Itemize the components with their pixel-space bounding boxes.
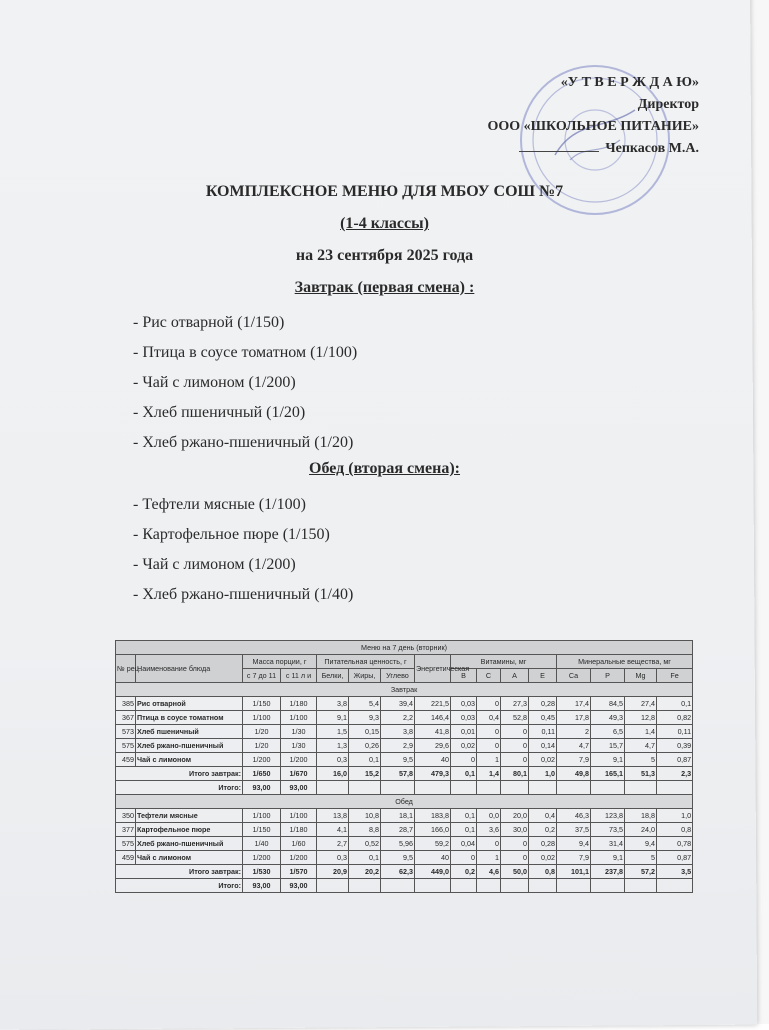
- table-cell: 24,0: [625, 823, 657, 837]
- table-cell: 0: [477, 837, 501, 851]
- table-cell: 0,03: [451, 697, 477, 711]
- header-vit-a: A: [501, 669, 529, 683]
- itogo-cell: 93,00: [281, 781, 317, 795]
- section-lunch: Обед: [116, 795, 693, 809]
- table-cell: 0,02: [451, 739, 477, 753]
- breakfast-list: [133, 308, 357, 458]
- table-cell: 0,02: [529, 851, 557, 865]
- table-cell: 0,1: [657, 697, 693, 711]
- table-cell: 0: [477, 725, 501, 739]
- table-cell: 0,87: [657, 851, 693, 865]
- table-cell: 1/100: [281, 809, 317, 823]
- table-cell: 0,01: [451, 725, 477, 739]
- grades-subtitle: (1-4 классы): [340, 215, 429, 232]
- total-cell: 3,5: [657, 865, 693, 879]
- table-cell: 4,7: [625, 739, 657, 753]
- header-vit-b: B: [451, 669, 477, 683]
- total-cell: 51,3: [625, 767, 657, 781]
- table-row: [116, 711, 693, 725]
- header-name: Наименование блюда: [136, 655, 243, 683]
- empty-cell: [625, 879, 657, 893]
- header-vitamins: Витамины, мг: [451, 655, 557, 669]
- table-cell: 1,5: [317, 725, 349, 739]
- dish-name-cell: Чай с лимоном: [136, 851, 243, 865]
- total-cell: 1,4: [477, 767, 501, 781]
- table-cell: 385: [116, 697, 136, 711]
- total-cell: 0,1: [451, 767, 477, 781]
- document-title: КОМПЛЕКСНОЕ МЕНЮ ДЛЯ МБОУ СОШ №7: [205, 183, 564, 200]
- empty-cell: [657, 781, 693, 795]
- empty-cell: [381, 879, 415, 893]
- table-row: [116, 739, 693, 753]
- list-item: - Птица в соусе томатном (1/100): [133, 344, 358, 361]
- itogo-cell: 93,00: [243, 879, 281, 893]
- empty-cell: [657, 879, 693, 893]
- table-cell: 166,0: [415, 823, 451, 837]
- table-cell: 37,5: [557, 823, 591, 837]
- header-vit-c: C: [477, 669, 501, 683]
- list-item: - Чай с лимоном (1/200): [133, 556, 296, 573]
- table-cell: 1/200: [243, 753, 281, 767]
- total-cell: 1/530: [243, 865, 281, 879]
- table-cell: 39,4: [381, 697, 415, 711]
- table-row: [116, 837, 693, 851]
- table-cell: 9,3: [349, 711, 381, 725]
- table-cell: 27,4: [625, 697, 657, 711]
- table-cell: 575: [116, 837, 136, 851]
- dish-name-cell: Рис отварной: [136, 697, 243, 711]
- menu-table: [115, 640, 693, 893]
- header-carbs: Углево: [381, 669, 415, 683]
- table-cell: 1/150: [243, 823, 281, 837]
- total-cell: 2,3: [657, 767, 693, 781]
- total-cell: 49,8: [557, 767, 591, 781]
- table-cell: 9,1: [591, 851, 625, 865]
- list-item: - Чай с лимоном (1/200): [133, 374, 296, 391]
- table-cell: 1,4: [625, 725, 657, 739]
- dish-name-cell: Хлеб пшеничный: [136, 725, 243, 739]
- approval-line-2: Директор: [637, 97, 699, 112]
- list-item: - Рис отварной (1/150): [133, 314, 285, 331]
- total-cell: 479,3: [415, 767, 451, 781]
- table-cell: 3,8: [317, 697, 349, 711]
- signature-line: [519, 141, 599, 152]
- table-cell: 146,4: [415, 711, 451, 725]
- dish-name-cell: Хлеб ржано-пшеничный: [136, 739, 243, 753]
- table-cell: 0,78: [657, 837, 693, 851]
- table-cell: 0,2: [529, 823, 557, 837]
- table-cell: 0,02: [529, 753, 557, 767]
- table-cell: 0,28: [529, 697, 557, 711]
- table-cell: 1: [477, 753, 501, 767]
- table-cell: 18,1: [381, 809, 415, 823]
- header-vit-e: E: [529, 669, 557, 683]
- header-mass-2: с 11 л и: [281, 669, 317, 683]
- table-cell: 2,2: [381, 711, 415, 725]
- table-cell: 350: [116, 809, 136, 823]
- dish-name-cell: Птица в соусе томатном: [136, 711, 243, 725]
- breakfast-rows: [116, 697, 693, 767]
- total-cell: 20,9: [317, 865, 349, 879]
- approval-line-4: Чепкасов М.А.: [605, 141, 699, 156]
- dish-name-cell: Картофельное пюре: [136, 823, 243, 837]
- empty-cell: [477, 879, 501, 893]
- table-cell: 1/180: [281, 823, 317, 837]
- header-mass-1: с 7 до 11: [243, 669, 281, 683]
- total-label-cell: Итого завтрак:: [116, 767, 243, 781]
- table-cell: 0,82: [657, 711, 693, 725]
- table-cell: 0,14: [529, 739, 557, 753]
- header-fats: Жиры,: [349, 669, 381, 683]
- approval-line-1: «У Т В Е Р Ж Д А Ю»: [560, 75, 699, 90]
- total-cell: 165,1: [591, 767, 625, 781]
- header-num: № рец.: [116, 655, 136, 683]
- list-item: - Тефтели мясные (1/100): [133, 496, 306, 513]
- table-cell: 0: [477, 739, 501, 753]
- total-cell: 1/650: [243, 767, 281, 781]
- lunch-total-row: [116, 865, 693, 879]
- table-cell: 13,8: [317, 809, 349, 823]
- table-cell: 29,6: [415, 739, 451, 753]
- table-cell: 0,15: [349, 725, 381, 739]
- table-cell: 0,28: [529, 837, 557, 851]
- table-cell: 1/100: [281, 711, 317, 725]
- section-breakfast: Завтрак: [116, 683, 693, 697]
- table-cell: 0,4: [477, 711, 501, 725]
- table-cell: 3,6: [477, 823, 501, 837]
- table-cell: 459: [116, 753, 136, 767]
- table-cell: 73,5: [591, 823, 625, 837]
- itogo-label-cell: Итого:: [116, 781, 243, 795]
- table-cell: 31,4: [591, 837, 625, 851]
- table-cell: 0,45: [529, 711, 557, 725]
- table-cell: 40: [415, 753, 451, 767]
- header-fe: Fe: [657, 669, 693, 683]
- table-cell: 17,4: [557, 697, 591, 711]
- total-label-cell: Итого завтрак:: [116, 865, 243, 879]
- total-cell: 101,1: [557, 865, 591, 879]
- table-cell: 4,1: [317, 823, 349, 837]
- table-cell: 1/200: [281, 851, 317, 865]
- table-cell: 1/30: [281, 739, 317, 753]
- menu-table-wrapper: [115, 640, 692, 893]
- total-cell: 57,2: [625, 865, 657, 879]
- table-cell: 2,7: [317, 837, 349, 851]
- empty-cell: [625, 781, 657, 795]
- table-cell: 9,4: [557, 837, 591, 851]
- table-cell: 5: [625, 753, 657, 767]
- table-cell: 377: [116, 823, 136, 837]
- table-row: [116, 809, 693, 823]
- table-cell: 0,1: [349, 753, 381, 767]
- table-cell: 0,1: [451, 823, 477, 837]
- table-cell: 0,04: [451, 837, 477, 851]
- table-cell: 0,11: [529, 725, 557, 739]
- empty-cell: [591, 879, 625, 893]
- table-cell: 0: [501, 739, 529, 753]
- table-cell: 41,8: [415, 725, 451, 739]
- header-ca: Ca: [557, 669, 591, 683]
- list-item: - Картофельное пюре (1/150): [133, 526, 330, 543]
- table-cell: 30,0: [501, 823, 529, 837]
- header-proteins: Белки,: [317, 669, 349, 683]
- list-item: - Хлеб пшеничный (1/20): [133, 404, 306, 421]
- table-cell: 7,9: [557, 851, 591, 865]
- table-cell: 575: [116, 739, 136, 753]
- table-cell: 1/60: [281, 837, 317, 851]
- table-cell: 0: [501, 851, 529, 865]
- table-cell: 15,7: [591, 739, 625, 753]
- table-row: [116, 725, 693, 739]
- empty-cell: [317, 879, 349, 893]
- table-cell: 0,87: [657, 753, 693, 767]
- table-cell: 0,39: [657, 739, 693, 753]
- total-cell: 1,0: [529, 767, 557, 781]
- table-cell: 367: [116, 711, 136, 725]
- total-cell: 62,3: [381, 865, 415, 879]
- empty-cell: [451, 879, 477, 893]
- total-cell: 4,6: [477, 865, 501, 879]
- breakfast-total-row: [116, 767, 693, 781]
- empty-cell: [317, 781, 349, 795]
- empty-cell: [501, 781, 529, 795]
- table-cell: 9,4: [625, 837, 657, 851]
- empty-cell: [415, 781, 451, 795]
- table-cell: 46,3: [557, 809, 591, 823]
- table-cell: 9,1: [591, 753, 625, 767]
- total-cell: 20,2: [349, 865, 381, 879]
- total-cell: 50,0: [501, 865, 529, 879]
- header-mg: Mg: [625, 669, 657, 683]
- table-cell: 10,8: [349, 809, 381, 823]
- table-cell: 0,52: [349, 837, 381, 851]
- table-cell: 49,3: [591, 711, 625, 725]
- table-cell: 12,8: [625, 711, 657, 725]
- total-cell: 1/670: [281, 767, 317, 781]
- dish-name-cell: Чай с лимоном: [136, 753, 243, 767]
- table-cell: 1/180: [281, 697, 317, 711]
- table-cell: 1/20: [243, 739, 281, 753]
- empty-cell: [349, 781, 381, 795]
- dish-name-cell: Тефтели мясные: [136, 809, 243, 823]
- table-cell: 1,3: [317, 739, 349, 753]
- table-cell: 1/30: [281, 725, 317, 739]
- breakfast-itogo-row: [116, 781, 693, 795]
- table-cell: 0: [501, 753, 529, 767]
- table-cell: 9,1: [317, 711, 349, 725]
- table-cell: 1/100: [243, 809, 281, 823]
- table-cell: 0,0: [477, 809, 501, 823]
- table-cell: 6,5: [591, 725, 625, 739]
- total-cell: 57,8: [381, 767, 415, 781]
- table-cell: 0: [501, 837, 529, 851]
- table-cell: 2: [557, 725, 591, 739]
- empty-cell: [349, 879, 381, 893]
- empty-cell: [381, 781, 415, 795]
- empty-cell: [451, 781, 477, 795]
- lunch-list: [133, 490, 353, 610]
- table-cell: 0,3: [317, 851, 349, 865]
- header-p: P: [591, 669, 625, 683]
- table-cell: 0: [451, 851, 477, 865]
- empty-cell: [557, 879, 591, 893]
- list-item: - Хлеб ржано-пшеничный (1/20): [133, 434, 354, 451]
- empty-cell: [477, 781, 501, 795]
- total-cell: 1/570: [281, 865, 317, 879]
- itogo-cell: 93,00: [243, 781, 281, 795]
- table-cell: 2,9: [381, 739, 415, 753]
- table-cell: 0,1: [349, 851, 381, 865]
- total-cell: 15,2: [349, 767, 381, 781]
- table-cell: 0: [477, 697, 501, 711]
- total-cell: 0,8: [529, 865, 557, 879]
- table-cell: 8,8: [349, 823, 381, 837]
- table-cell: 52,8: [501, 711, 529, 725]
- empty-cell: [591, 781, 625, 795]
- dish-name-cell: Хлеб ржано-пшеничный: [136, 837, 243, 851]
- table-caption: Меню на 7 день (вторник): [116, 641, 693, 655]
- empty-cell: [415, 879, 451, 893]
- approval-block: [488, 72, 700, 160]
- table-cell: 0,03: [451, 711, 477, 725]
- table-cell: 459: [116, 851, 136, 865]
- itogo-cell: 93,00: [281, 879, 317, 893]
- table-cell: 59,2: [415, 837, 451, 851]
- table-cell: 18,8: [625, 809, 657, 823]
- table-cell: 0: [501, 725, 529, 739]
- empty-cell: [529, 879, 557, 893]
- total-cell: 80,1: [501, 767, 529, 781]
- table-cell: 183,8: [415, 809, 451, 823]
- total-cell: 16,0: [317, 767, 349, 781]
- lunch-rows: [116, 809, 693, 865]
- table-cell: 221,5: [415, 697, 451, 711]
- table-cell: 7,9: [557, 753, 591, 767]
- table-row: [116, 697, 693, 711]
- table-cell: 20,0: [501, 809, 529, 823]
- table-cell: 0: [451, 753, 477, 767]
- empty-cell: [501, 879, 529, 893]
- table-cell: 573: [116, 725, 136, 739]
- table-cell: 17,8: [557, 711, 591, 725]
- table-cell: 4,7: [557, 739, 591, 753]
- table-cell: 0,11: [657, 725, 693, 739]
- table-cell: 1/200: [281, 753, 317, 767]
- table-cell: 1/200: [243, 851, 281, 865]
- table-cell: 27,3: [501, 697, 529, 711]
- header-nutrition: Питательная ценность, г: [317, 655, 415, 669]
- empty-cell: [529, 781, 557, 795]
- table-cell: 9,5: [381, 851, 415, 865]
- approval-line-3: ООО «ШКОЛЬНОЕ ПИТАНИЕ»: [487, 119, 699, 134]
- table-cell: 0,4: [529, 809, 557, 823]
- table-cell: 1: [477, 851, 501, 865]
- header-energy: Энергетическая: [415, 655, 451, 683]
- table-cell: 123,8: [591, 809, 625, 823]
- table-row: [116, 851, 693, 865]
- table-cell: 28,7: [381, 823, 415, 837]
- table-cell: 5: [625, 851, 657, 865]
- table-cell: 0,26: [349, 739, 381, 753]
- lunch-heading: Обед (вторая смена):: [309, 460, 460, 477]
- table-cell: 0,3: [317, 753, 349, 767]
- table-cell: 3,8: [381, 725, 415, 739]
- total-cell: 237,8: [591, 865, 625, 879]
- list-item: - Хлеб ржано-пшеничный (1/40): [133, 586, 354, 603]
- total-cell: 449,0: [415, 865, 451, 879]
- lunch-itogo-row: [116, 879, 693, 893]
- table-cell: 0,8: [657, 823, 693, 837]
- table-cell: 1/100: [243, 711, 281, 725]
- table-cell: 1/150: [243, 697, 281, 711]
- table-cell: 5,96: [381, 837, 415, 851]
- date-subtitle: на 23 сентября 2025 года: [295, 247, 474, 264]
- breakfast-heading: Завтрак (первая смена) :: [294, 279, 475, 296]
- table-cell: 5,4: [349, 697, 381, 711]
- table-cell: 84,5: [591, 697, 625, 711]
- table-row: [116, 753, 693, 767]
- header-mass: Масса порции, г: [243, 655, 317, 669]
- table-cell: 1,0: [657, 809, 693, 823]
- total-cell: 0,2: [451, 865, 477, 879]
- itogo-label-cell: Итого:: [116, 879, 243, 893]
- header-minerals: Минеральные вещества, мг: [557, 655, 693, 669]
- table-cell: 0,1: [451, 809, 477, 823]
- table-cell: 9,5: [381, 753, 415, 767]
- table-cell: 1/40: [243, 837, 281, 851]
- table-cell: 1/20: [243, 725, 281, 739]
- table-cell: 40: [415, 851, 451, 865]
- table-row: [116, 823, 693, 837]
- empty-cell: [557, 781, 591, 795]
